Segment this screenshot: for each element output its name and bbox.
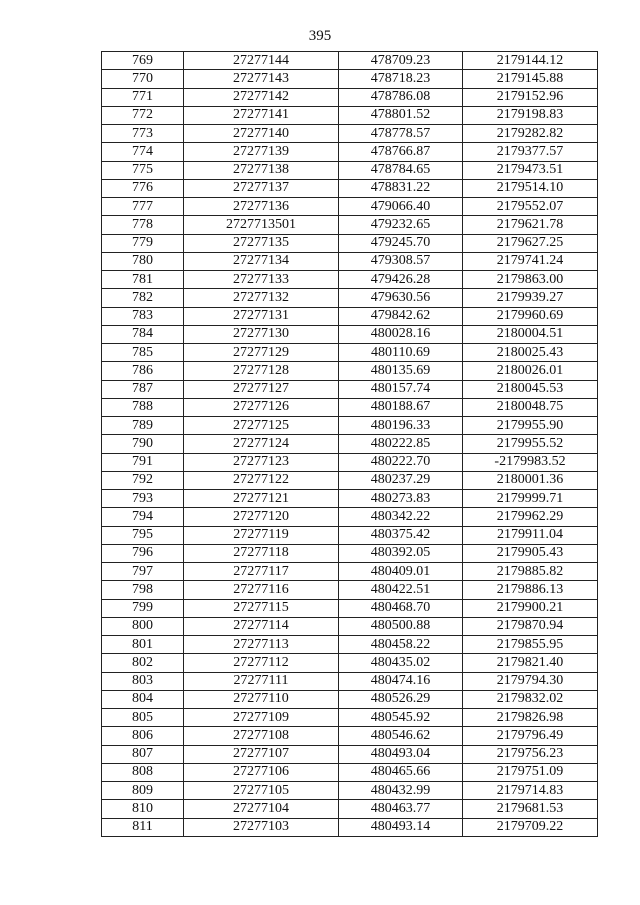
y-coordinate-cell: 2179282.82 (463, 125, 598, 143)
point-number-cell: 804 (102, 690, 184, 708)
x-coordinate-cell: 480375.42 (339, 526, 463, 544)
y-coordinate-cell: 2179911.04 (463, 526, 598, 544)
table-row (102, 125, 598, 143)
point-number-cell: 791 (102, 453, 184, 471)
point-number-cell: 789 (102, 417, 184, 435)
table-row (102, 654, 598, 672)
point-number-cell: 802 (102, 654, 184, 672)
x-coordinate-cell: 479066.40 (339, 198, 463, 216)
y-coordinate-cell: 2179794.30 (463, 672, 598, 690)
x-coordinate-cell: 479245.70 (339, 234, 463, 252)
point-id-cell: 27277141 (184, 106, 339, 124)
point-id-cell: 27277111 (184, 672, 339, 690)
x-coordinate-cell: 480493.14 (339, 818, 463, 836)
point-id-cell: 27277108 (184, 727, 339, 745)
y-coordinate-cell: 2180026.01 (463, 362, 598, 380)
point-id-cell: 27277119 (184, 526, 339, 544)
x-coordinate-cell: 479232.65 (339, 216, 463, 234)
x-coordinate-cell: 478786.08 (339, 88, 463, 106)
point-number-cell: 783 (102, 307, 184, 325)
y-coordinate-cell: 2180048.75 (463, 398, 598, 416)
point-number-cell: 773 (102, 125, 184, 143)
table-row (102, 216, 598, 234)
y-coordinate-cell: 2179955.90 (463, 417, 598, 435)
table-row (102, 782, 598, 800)
point-number-cell: 779 (102, 234, 184, 252)
point-number-cell: 786 (102, 362, 184, 380)
table-row (102, 471, 598, 489)
table-row (102, 453, 598, 471)
point-id-cell: 27277107 (184, 745, 339, 763)
point-id-cell: 27277136 (184, 198, 339, 216)
point-id-cell: 27277126 (184, 398, 339, 416)
y-coordinate-cell: 2179145.88 (463, 70, 598, 88)
point-number-cell: 794 (102, 508, 184, 526)
point-id-cell: 27277143 (184, 70, 339, 88)
coordinates-table (101, 51, 598, 837)
y-coordinate-cell: 2179751.09 (463, 763, 598, 781)
table-row (102, 599, 598, 617)
y-coordinate-cell: 2179709.22 (463, 818, 598, 836)
point-number-cell: 797 (102, 563, 184, 581)
table-row (102, 508, 598, 526)
y-coordinate-cell: 2179962.29 (463, 508, 598, 526)
point-id-cell: 27277132 (184, 289, 339, 307)
y-coordinate-cell: 2179939.27 (463, 289, 598, 307)
x-coordinate-cell: 480432.99 (339, 782, 463, 800)
y-coordinate-cell: 2179627.25 (463, 234, 598, 252)
table-row (102, 70, 598, 88)
y-coordinate-cell: 2179714.83 (463, 782, 598, 800)
point-id-cell: 27277122 (184, 471, 339, 489)
table-row (102, 435, 598, 453)
x-coordinate-cell: 480463.77 (339, 800, 463, 818)
table-row (102, 234, 598, 252)
y-coordinate-cell: 2179514.10 (463, 179, 598, 197)
point-number-cell: 782 (102, 289, 184, 307)
point-number-cell: 792 (102, 471, 184, 489)
point-number-cell: 801 (102, 636, 184, 654)
table-row (102, 143, 598, 161)
point-id-cell: 27277139 (184, 143, 339, 161)
point-number-cell: 809 (102, 782, 184, 800)
y-coordinate-cell: 2180001.36 (463, 471, 598, 489)
point-number-cell: 775 (102, 161, 184, 179)
point-number-cell: 781 (102, 271, 184, 289)
x-coordinate-cell: 480500.88 (339, 617, 463, 635)
table-row (102, 289, 598, 307)
point-id-cell: 27277103 (184, 818, 339, 836)
table-row (102, 745, 598, 763)
point-id-cell: 27277130 (184, 325, 339, 343)
y-coordinate-cell: 2180045.53 (463, 380, 598, 398)
x-coordinate-cell: 480468.70 (339, 599, 463, 617)
table-row (102, 800, 598, 818)
x-coordinate-cell: 478709.23 (339, 52, 463, 70)
x-coordinate-cell: 480409.01 (339, 563, 463, 581)
x-coordinate-cell: 480222.70 (339, 453, 463, 471)
point-id-cell: 27277106 (184, 763, 339, 781)
point-number-cell: 808 (102, 763, 184, 781)
page-number: 395 (308, 28, 332, 44)
point-number-cell: 796 (102, 544, 184, 562)
point-id-cell: 27277116 (184, 581, 339, 599)
table-row (102, 52, 598, 70)
table-body (102, 52, 598, 837)
y-coordinate-cell: 2179960.69 (463, 307, 598, 325)
table-row (102, 198, 598, 216)
table-row (102, 106, 598, 124)
point-number-cell: 799 (102, 599, 184, 617)
point-number-cell: 771 (102, 88, 184, 106)
table-row (102, 544, 598, 562)
x-coordinate-cell: 480435.02 (339, 654, 463, 672)
y-coordinate-cell: 2179681.53 (463, 800, 598, 818)
table-row (102, 617, 598, 635)
table-row (102, 690, 598, 708)
table-row (102, 325, 598, 343)
point-id-cell: 27277118 (184, 544, 339, 562)
point-id-cell: 27277135 (184, 234, 339, 252)
y-coordinate-cell: 2179552.07 (463, 198, 598, 216)
x-coordinate-cell: 480458.22 (339, 636, 463, 654)
y-coordinate-cell: 2179144.12 (463, 52, 598, 70)
point-id-cell: 27277142 (184, 88, 339, 106)
y-coordinate-cell: 2179900.21 (463, 599, 598, 617)
point-number-cell: 806 (102, 727, 184, 745)
y-coordinate-cell: 2179855.95 (463, 636, 598, 654)
y-coordinate-cell: 2179821.40 (463, 654, 598, 672)
point-number-cell: 795 (102, 526, 184, 544)
x-coordinate-cell: 480545.92 (339, 709, 463, 727)
y-coordinate-cell: 2180004.51 (463, 325, 598, 343)
point-number-cell: 769 (102, 52, 184, 70)
point-number-cell: 793 (102, 490, 184, 508)
x-coordinate-cell: 480493.04 (339, 745, 463, 763)
x-coordinate-cell: 478778.57 (339, 125, 463, 143)
y-coordinate-cell: 2179796.49 (463, 727, 598, 745)
x-coordinate-cell: 480465.66 (339, 763, 463, 781)
table-row (102, 161, 598, 179)
x-coordinate-cell: 480188.67 (339, 398, 463, 416)
point-id-cell: 27277120 (184, 508, 339, 526)
x-coordinate-cell: 480135.69 (339, 362, 463, 380)
y-coordinate-cell: 2179756.23 (463, 745, 598, 763)
x-coordinate-cell: 480028.16 (339, 325, 463, 343)
table-row (102, 526, 598, 544)
table-row (102, 252, 598, 270)
y-coordinate-cell: 2179832.02 (463, 690, 598, 708)
table-row (102, 307, 598, 325)
table-row (102, 380, 598, 398)
y-coordinate-cell: 2179885.82 (463, 563, 598, 581)
point-id-cell: 2727713501 (184, 216, 339, 234)
point-id-cell: 27277104 (184, 800, 339, 818)
table-row (102, 362, 598, 380)
x-coordinate-cell: 480546.62 (339, 727, 463, 745)
x-coordinate-cell: 478718.23 (339, 70, 463, 88)
x-coordinate-cell: 479842.62 (339, 307, 463, 325)
point-id-cell: 27277115 (184, 599, 339, 617)
point-number-cell: 803 (102, 672, 184, 690)
point-id-cell: 27277129 (184, 344, 339, 362)
point-id-cell: 27277144 (184, 52, 339, 70)
point-id-cell: 27277121 (184, 490, 339, 508)
table-row (102, 636, 598, 654)
point-id-cell: 27277137 (184, 179, 339, 197)
table-row (102, 179, 598, 197)
table-row (102, 417, 598, 435)
point-id-cell: 27277134 (184, 252, 339, 270)
y-coordinate-cell: 2179826.98 (463, 709, 598, 727)
point-number-cell: 788 (102, 398, 184, 416)
y-coordinate-cell: 2179863.00 (463, 271, 598, 289)
point-number-cell: 807 (102, 745, 184, 763)
table-row (102, 88, 598, 106)
x-coordinate-cell: 479426.28 (339, 271, 463, 289)
x-coordinate-cell: 480237.29 (339, 471, 463, 489)
y-coordinate-cell: 2179870.94 (463, 617, 598, 635)
x-coordinate-cell: 478831.22 (339, 179, 463, 197)
point-id-cell: 27277138 (184, 161, 339, 179)
y-coordinate-cell: 2179999.71 (463, 490, 598, 508)
point-id-cell: 27277113 (184, 636, 339, 654)
point-id-cell: 27277112 (184, 654, 339, 672)
y-coordinate-cell: 2179198.83 (463, 106, 598, 124)
table-row (102, 563, 598, 581)
y-coordinate-cell: 2179473.51 (463, 161, 598, 179)
x-coordinate-cell: 479630.56 (339, 289, 463, 307)
y-coordinate-cell: 2179905.43 (463, 544, 598, 562)
x-coordinate-cell: 480526.29 (339, 690, 463, 708)
point-number-cell: 776 (102, 179, 184, 197)
table-row (102, 398, 598, 416)
y-coordinate-cell: 2179741.24 (463, 252, 598, 270)
point-number-cell: 785 (102, 344, 184, 362)
point-number-cell: 774 (102, 143, 184, 161)
point-number-cell: 778 (102, 216, 184, 234)
point-id-cell: 27277109 (184, 709, 339, 727)
y-coordinate-cell: -2179983.52 (463, 453, 598, 471)
point-id-cell: 27277123 (184, 453, 339, 471)
table-row (102, 581, 598, 599)
table-row (102, 763, 598, 781)
point-id-cell: 27277131 (184, 307, 339, 325)
y-coordinate-cell: 2179621.78 (463, 216, 598, 234)
point-id-cell: 27277128 (184, 362, 339, 380)
table-row (102, 727, 598, 745)
point-number-cell: 810 (102, 800, 184, 818)
x-coordinate-cell: 480157.74 (339, 380, 463, 398)
table-row (102, 709, 598, 727)
point-number-cell: 770 (102, 70, 184, 88)
point-number-cell: 805 (102, 709, 184, 727)
x-coordinate-cell: 480196.33 (339, 417, 463, 435)
x-coordinate-cell: 480474.16 (339, 672, 463, 690)
point-id-cell: 27277124 (184, 435, 339, 453)
point-number-cell: 777 (102, 198, 184, 216)
y-coordinate-cell: 2179377.57 (463, 143, 598, 161)
point-id-cell: 27277110 (184, 690, 339, 708)
point-id-cell: 27277127 (184, 380, 339, 398)
point-id-cell: 27277114 (184, 617, 339, 635)
table-row (102, 490, 598, 508)
x-coordinate-cell: 480342.22 (339, 508, 463, 526)
x-coordinate-cell: 479308.57 (339, 252, 463, 270)
point-id-cell: 27277133 (184, 271, 339, 289)
point-number-cell: 772 (102, 106, 184, 124)
x-coordinate-cell: 478801.52 (339, 106, 463, 124)
table-row (102, 672, 598, 690)
table-row (102, 818, 598, 836)
point-number-cell: 790 (102, 435, 184, 453)
point-number-cell: 780 (102, 252, 184, 270)
point-id-cell: 27277105 (184, 782, 339, 800)
point-number-cell: 811 (102, 818, 184, 836)
y-coordinate-cell: 2179152.96 (463, 88, 598, 106)
x-coordinate-cell: 478784.65 (339, 161, 463, 179)
y-coordinate-cell: 2179886.13 (463, 581, 598, 599)
x-coordinate-cell: 478766.87 (339, 143, 463, 161)
y-coordinate-cell: 2180025.43 (463, 344, 598, 362)
point-number-cell: 784 (102, 325, 184, 343)
x-coordinate-cell: 480422.51 (339, 581, 463, 599)
point-id-cell: 27277140 (184, 125, 339, 143)
x-coordinate-cell: 480222.85 (339, 435, 463, 453)
point-number-cell: 800 (102, 617, 184, 635)
table-row (102, 344, 598, 362)
point-id-cell: 27277117 (184, 563, 339, 581)
x-coordinate-cell: 480273.83 (339, 490, 463, 508)
x-coordinate-cell: 480392.05 (339, 544, 463, 562)
y-coordinate-cell: 2179955.52 (463, 435, 598, 453)
point-id-cell: 27277125 (184, 417, 339, 435)
table-row (102, 271, 598, 289)
point-number-cell: 787 (102, 380, 184, 398)
point-number-cell: 798 (102, 581, 184, 599)
x-coordinate-cell: 480110.69 (339, 344, 463, 362)
